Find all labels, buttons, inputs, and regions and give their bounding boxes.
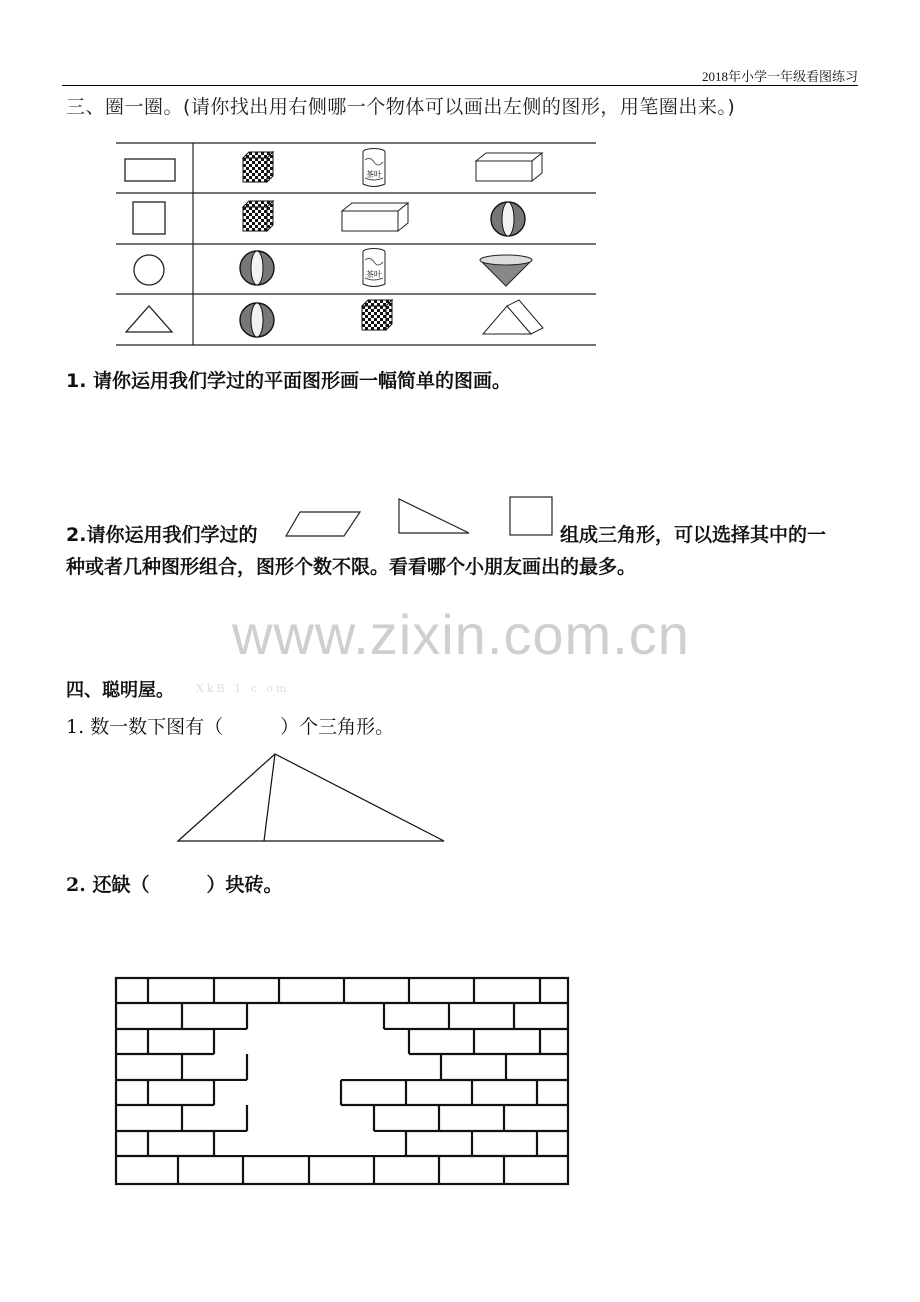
header-divider [62,85,858,86]
circle-shape [134,255,164,285]
tea-can-icon [363,249,385,287]
prism-icon [483,300,543,334]
watermark: www.zixin.com.cn [232,603,690,666]
cube-icon [243,152,273,182]
triangle-count-figure [176,752,446,844]
triangle-shape [126,306,172,332]
ball-icon [240,251,274,285]
question-2-suffix: 组成三角形，可以选择其中的一 [560,524,827,546]
tea-can-icon [363,149,385,187]
svg-text:茶叶: 茶叶 [366,270,382,279]
section4-question-1: 1. 数一数下图有（ ）个三角形。 [66,716,395,738]
brick-wall-figure [112,972,572,1192]
cube-icon [243,201,273,231]
question-2-prefix: 2.请你运用我们学过的 [66,524,258,546]
svg-text:茶叶: 茶叶 [366,170,382,179]
section4-heading: 四、聪明屋。 [66,680,174,701]
page-header-title: 2018年小学一年级看图练习 [701,69,858,84]
cuboid-icon [476,153,542,181]
rectangle-shape [125,159,175,181]
cuboid-icon [342,203,408,231]
question-2-line2: 种或者几种图形组合，图形个数不限。看看哪个小朋友画出的最多。 [66,556,637,578]
cube-icon [362,300,392,330]
square-shape [508,495,554,537]
ball-icon [491,202,525,236]
right-triangle-shape [396,496,472,536]
square-shape [133,202,165,234]
shape-matching-table [116,142,598,348]
question-1-draw: 1. 请你运用我们学过的平面图形画一幅简单的图画。 [66,370,512,392]
ball-icon [240,303,274,337]
parallelogram-shape [284,510,362,538]
section3-heading: 三、圈一圈。(请你找出用右侧哪一个物体可以画出左侧的图形，用笔圈出来。) [66,96,736,118]
cone-icon [480,255,532,286]
watermark-small: XkB 1 c om [196,682,290,695]
section4-question-2: 2. 还缺（ ）块砖。 [66,874,283,896]
